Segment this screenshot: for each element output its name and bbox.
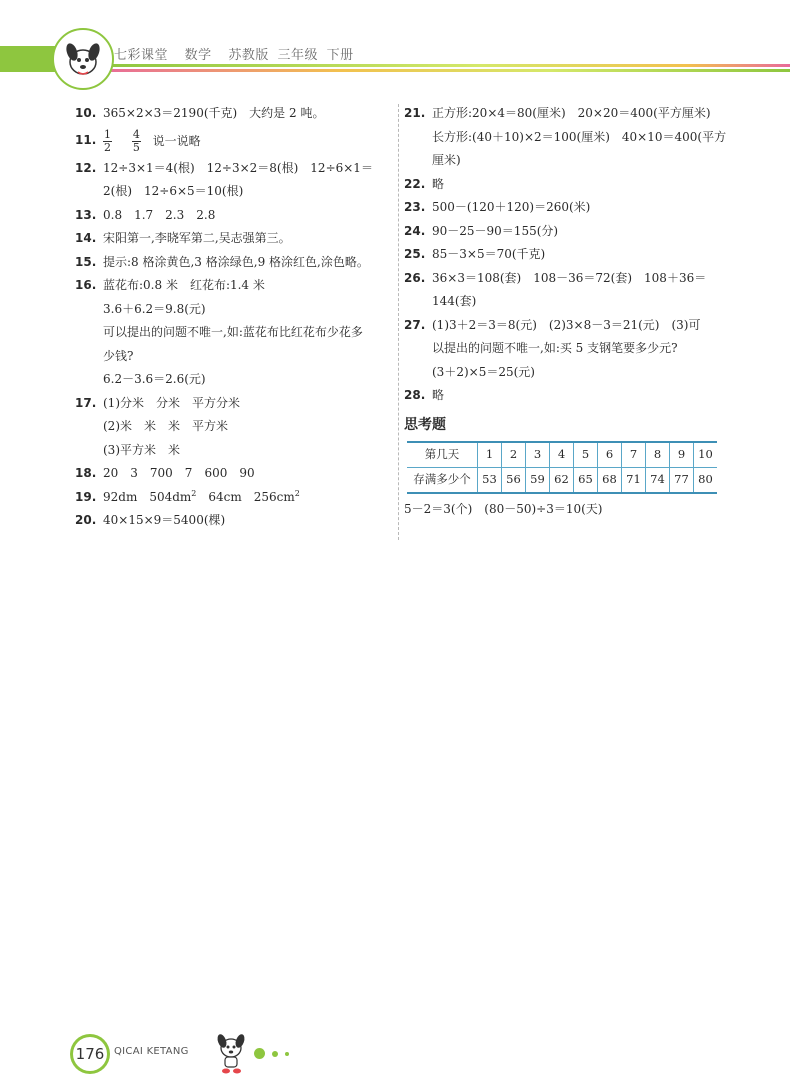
answer-item — [75, 227, 400, 251]
answer-item — [75, 486, 400, 510]
item-text — [103, 486, 400, 510]
table-cell: 8 — [646, 442, 670, 468]
answer-item — [75, 274, 400, 298]
right-column — [404, 102, 744, 522]
table-cell: 77 — [670, 468, 694, 494]
item-text-continued: 厘米) — [432, 153, 461, 167]
table-cell: 3 — [526, 442, 550, 468]
decor-dot — [272, 1051, 278, 1057]
header-rule-bottom — [100, 69, 790, 72]
answer-item — [404, 220, 744, 244]
item-text-continued: 长方形:(40＋10)×2＝100(厘米) 40×10＝400(平方 — [432, 129, 727, 144]
header-edition: 苏教版 — [228, 48, 269, 63]
table-cell: 74 — [646, 468, 670, 494]
decor-dot — [254, 1048, 265, 1059]
fraction — [132, 129, 141, 154]
item-number: 23. — [404, 200, 426, 214]
item-number: 21. — [404, 106, 426, 120]
item-text-continued: 可以提出的问题不唯一,如:蓝花布比红花布少花多 — [103, 325, 363, 339]
answer-item — [75, 509, 400, 533]
superscript: 2 — [191, 488, 197, 498]
item-text: 略 — [432, 388, 445, 402]
item-fraction-line — [103, 129, 400, 154]
item-text-part: 64cm 256cm — [196, 489, 295, 504]
page-number-badge — [70, 1034, 110, 1074]
item-number: 18. — [75, 466, 97, 480]
item-text: 36×3＝108(套) 108－36＝72(套) 108＋36＝ — [432, 270, 707, 285]
page-number: 176 — [73, 1037, 107, 1071]
table-row — [407, 442, 717, 468]
table-cell: 53 — [478, 468, 502, 494]
item-text: 提示:8 格涂黄色,3 格涂绿色,9 格涂红色,涂色略。 — [103, 254, 369, 269]
item-number: 26. — [404, 270, 426, 285]
item-text-continued: (2)米 米 米 平方米 — [103, 419, 228, 433]
table-cell: 4 — [550, 442, 574, 468]
answer-item — [75, 251, 400, 275]
item-number: 25. — [404, 247, 426, 261]
header-subject: 数学 — [184, 48, 212, 63]
table-cell: 5 — [574, 442, 598, 468]
fraction-numerator: 1 — [104, 127, 111, 141]
header-rule-top — [100, 64, 790, 67]
item-number: 28. — [404, 388, 426, 402]
answer-item — [75, 102, 400, 126]
item-text: 40×15×9＝5400(棵) — [103, 513, 226, 527]
table-cell: 7 — [622, 442, 646, 468]
answer-item — [75, 129, 400, 154]
item-text-continued: (3)平方米 米 — [103, 442, 180, 457]
item-number: 24. — [404, 223, 426, 238]
fraction-numerator: 4 — [132, 127, 140, 141]
item-number: 13. — [75, 207, 97, 222]
answer-item — [75, 392, 400, 416]
answer-item — [404, 267, 744, 291]
table-cell: 59 — [526, 468, 550, 494]
answer-item — [404, 102, 744, 126]
row-label-day: 第几天 — [407, 442, 478, 468]
item-text: 0.8 1.7 2.3 2.8 — [103, 207, 216, 222]
item-text: 20 3 700 7 600 90 — [103, 466, 255, 480]
item-number: 14. — [75, 231, 97, 245]
item-number: 16. — [75, 278, 97, 292]
answer-item — [404, 196, 744, 220]
item-text: (1)3＋2＝3＝8(元) (2)3×8－3＝21(元) (3)可 — [432, 317, 701, 332]
item-text: 宋阳第一,李晓军第二,吴志强第三。 — [103, 231, 291, 245]
fraction — [103, 129, 112, 154]
item-text-continued: 3.6＋6.2＝9.8(元) — [103, 301, 206, 316]
table-cell: 6 — [598, 442, 622, 468]
table-row — [407, 468, 717, 494]
table-cell: 65 — [574, 468, 598, 494]
item-text-continued: 6.2－3.6＝2.6(元) — [103, 372, 206, 386]
table-cell: 1 — [478, 442, 502, 468]
item-text-continued: 2(根) 12÷6×5＝10(根) — [103, 184, 244, 198]
item-text: 说一说略 — [152, 133, 201, 148]
item-text-continued: 少钱? — [103, 348, 134, 363]
item-number: 10. — [75, 106, 97, 120]
answer-item — [75, 204, 400, 228]
answer-item — [75, 462, 400, 486]
answer-item — [75, 157, 400, 181]
footer-brand: QICAI KETANG — [114, 1046, 189, 1057]
item-number: 27. — [404, 317, 426, 332]
table-cell: 71 — [622, 468, 646, 494]
think-section-title: 思考题 — [404, 416, 446, 433]
item-text-continued: 以提出的问题不唯一,如:买 5 支钢笔要多少元? — [432, 341, 678, 355]
item-text: 365×2×3＝2190(千克) 大约是 2 吨。 — [103, 106, 325, 120]
answer-item — [404, 173, 744, 197]
answer-item — [404, 243, 744, 267]
think-answer: 5－2＝3(个) (80－50)÷3＝10(天) — [404, 502, 603, 516]
header-grade: 三年级 — [277, 48, 318, 63]
header-series: 七彩课堂 — [114, 48, 169, 63]
table-cell: 10 — [694, 442, 718, 468]
item-number: 22. — [404, 176, 426, 191]
superscript: 2 — [294, 488, 300, 498]
table-cell: 9 — [670, 442, 694, 468]
item-text: 正方形:20×4＝80(厘米) 20×20＝400(平方厘米) — [432, 106, 711, 120]
left-column — [75, 102, 400, 533]
item-number: 19. — [75, 489, 97, 504]
table-cell: 2 — [502, 442, 526, 468]
decor-dot — [285, 1052, 289, 1056]
item-number: 20. — [75, 513, 97, 527]
item-number: 12. — [75, 160, 97, 175]
row-label-count: 存满多少个 — [407, 468, 478, 494]
item-number: 17. — [75, 395, 97, 410]
item-text: 90－25－90＝155(分) — [432, 223, 559, 238]
table-cell: 80 — [694, 468, 718, 494]
item-text: 500－(120＋120)＝260(米) — [432, 200, 591, 214]
table-cell: 56 — [502, 468, 526, 494]
item-text: 12÷3×1＝4(根) 12÷3×2＝8(根) 12÷6×1＝ — [103, 160, 373, 175]
answer-item — [404, 314, 744, 338]
fraction-denominator: 5 — [132, 140, 140, 154]
item-text-continued: 144(套) — [432, 294, 477, 308]
header-volume: 下册 — [326, 48, 354, 63]
item-number: 11. — [75, 132, 97, 147]
table-cell: 62 — [550, 468, 574, 494]
item-text: 蓝花布:0.8 米 红花布:1.4 米 — [103, 278, 265, 292]
mascot-dog-icon — [52, 28, 114, 90]
fraction-denominator: 2 — [104, 140, 111, 154]
item-text: 略 — [432, 176, 445, 191]
table-cell: 68 — [598, 468, 622, 494]
mascot-dog-icon — [206, 1028, 256, 1078]
think-table — [407, 441, 717, 494]
answer-item — [404, 384, 744, 408]
item-number: 15. — [75, 254, 97, 269]
item-text: 85－3×5＝70(千克) — [432, 247, 546, 261]
item-text-continued: (3＋2)×5＝25(元) — [432, 364, 535, 379]
item-text-part: 92dm 504dm — [103, 489, 192, 504]
header-title — [114, 44, 366, 63]
item-text: (1)分米 分米 平方分米 — [103, 395, 240, 410]
